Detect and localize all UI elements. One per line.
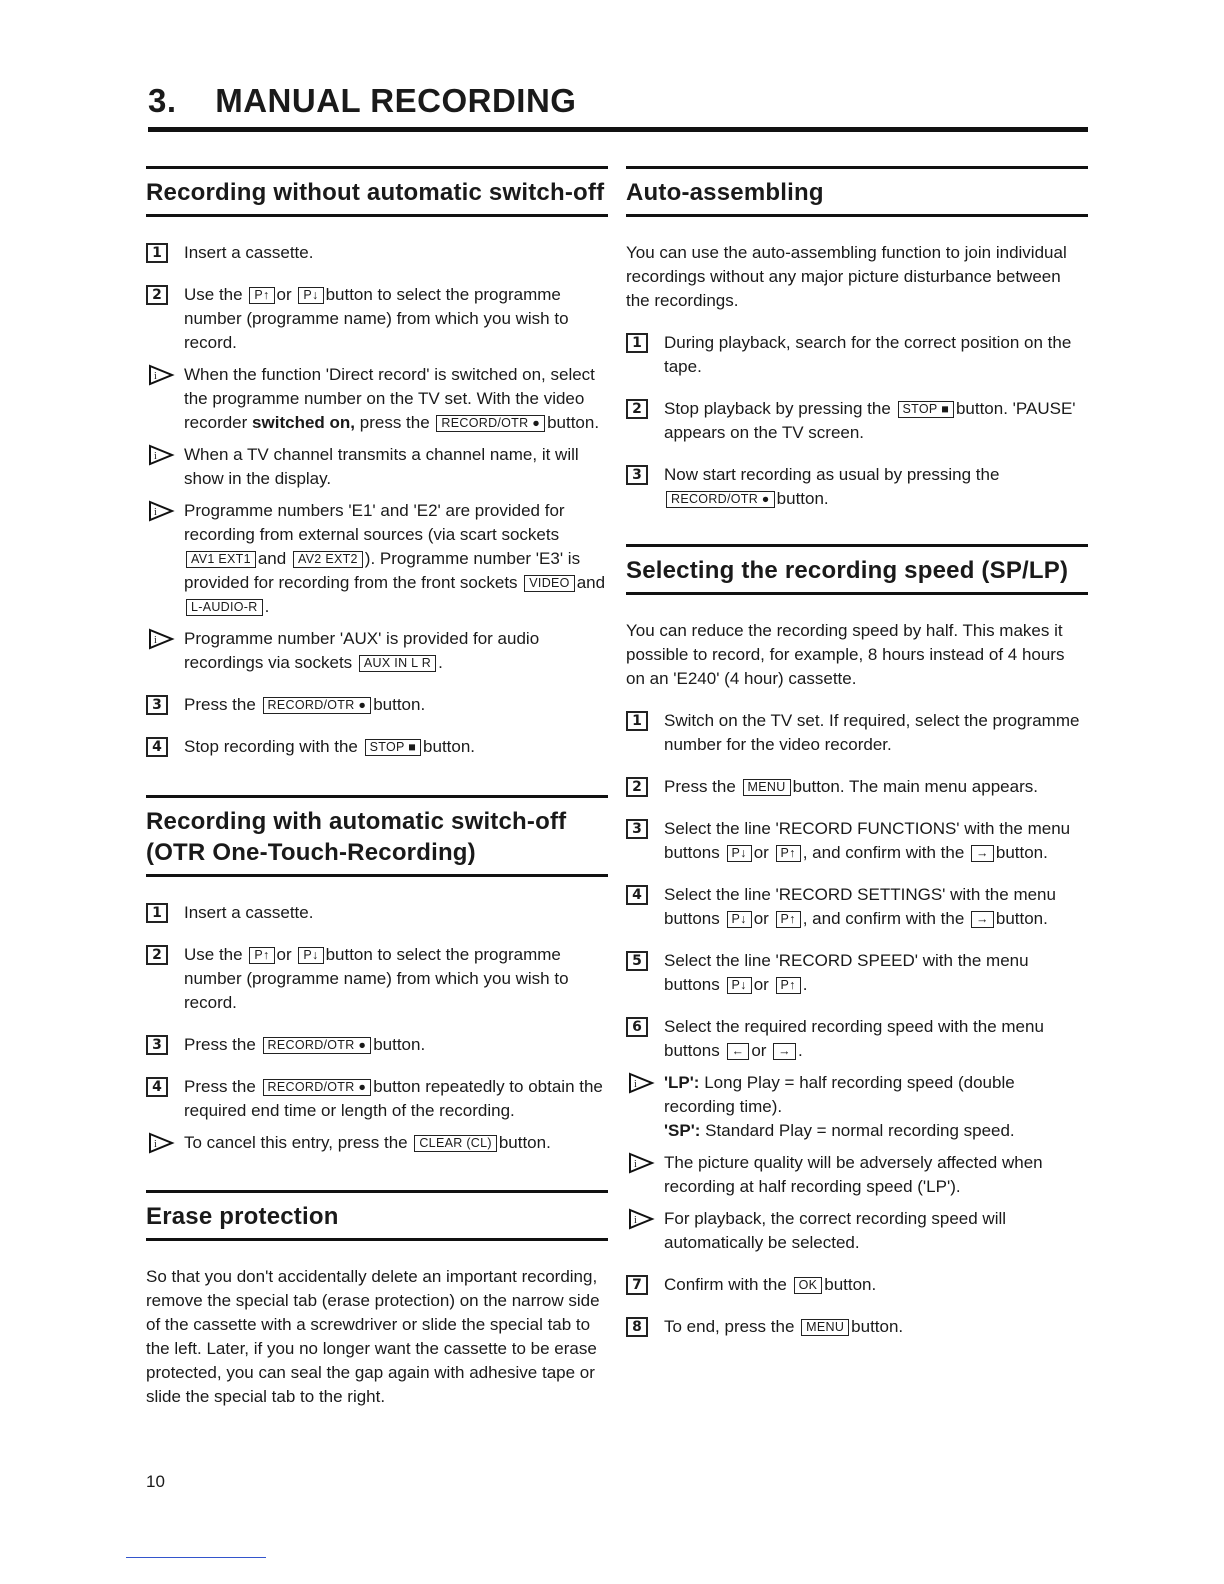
tip-note (626, 1071, 1088, 1143)
arrow-right-key: → (773, 1043, 796, 1060)
svg-text:i: i (634, 1215, 637, 1226)
section-erase-protection (146, 1190, 608, 1409)
step-item (626, 817, 1088, 865)
programme-up-key: P↑ (776, 977, 801, 994)
step-number: 2 (146, 945, 168, 965)
section-recording-with-switch-off (146, 795, 608, 1155)
tip-text: When a TV channel transmits a channel name, it will show in the display. (184, 445, 579, 488)
tip-arrow-icon (146, 1132, 176, 1154)
step-text: Stop playback by pressing the STOP ■ button. 'PAUSE' appears on the TV screen. (664, 399, 1076, 442)
step-text: Select the required recording speed with the menu buttons ← or → . (664, 1017, 1044, 1060)
step-number: 6 (626, 1017, 648, 1037)
step-text: Now start recording as usual by pressing the RECORD/OTR ● button. (664, 465, 1000, 508)
step-number: 1 (626, 711, 648, 731)
step-text: Select the line 'RECORD SETTINGS' with the menu buttons P↓ or P↑ , and confirm with the → button. (664, 885, 1056, 928)
step-number: 3 (626, 465, 648, 485)
menu-key: MENU (743, 779, 791, 796)
step-item (146, 241, 608, 265)
step-text: Press the RECORD/OTR ● button. (184, 695, 426, 714)
av1-ext1-socket: AV1 EXT1 (186, 551, 256, 568)
arrow-right-key: → (971, 911, 994, 928)
svg-text:i: i (154, 507, 157, 518)
step-text: Press the RECORD/OTR ● button repeatedly to obtain the required end time or length of the recording. (184, 1077, 603, 1120)
page-title (148, 82, 576, 120)
record-otr-key: RECORD/OTR ● (263, 697, 372, 714)
step-number: 3 (146, 695, 168, 715)
tip-arrow-icon (626, 1208, 656, 1230)
step-item (626, 775, 1088, 799)
ok-key: OK (794, 1277, 823, 1294)
tip-note (146, 627, 608, 675)
record-otr-key: RECORD/OTR ● (436, 415, 545, 432)
step-number: 1 (146, 243, 168, 263)
tip-note (626, 1207, 1088, 1255)
step-text: Use the P↑ or P↓ button to select the programme number (programme name) from which you wish to record. (184, 285, 569, 352)
tip-arrow-icon (626, 1152, 656, 1174)
programme-up-key: P↑ (249, 287, 274, 304)
step-number: 2 (146, 285, 168, 305)
page-number: 10 (146, 1472, 165, 1491)
tip-arrow-icon (626, 1072, 656, 1094)
step-text: Select the line 'RECORD SPEED' with the menu buttons P↓ or P↑ . (664, 951, 1029, 994)
programme-down-key: P↓ (298, 947, 323, 964)
stop-key: STOP ■ (898, 401, 954, 418)
step-item (146, 283, 608, 355)
programme-up-key: P↑ (776, 845, 801, 862)
stop-key: STOP ■ (365, 739, 421, 756)
step-number: 3 (146, 1035, 168, 1055)
tip-text: Programme number 'AUX' is provided for audio recordings via sockets AUX IN L R . (184, 629, 540, 672)
step-item (146, 943, 608, 1015)
tip-arrow-icon (146, 444, 176, 466)
av2-ext2-socket: AV2 EXT2 (293, 551, 363, 568)
title-rule (148, 127, 1088, 132)
step-text: Use the P↑ or P↓ button to select the programme number (programme name) from which you wish to record. (184, 945, 569, 1012)
step-text: Stop recording with the STOP ■ button. (184, 737, 476, 756)
l-audio-r-socket: L-AUDIO-R (186, 599, 263, 616)
arrow-right-key: → (971, 845, 994, 862)
step-number: 1 (146, 903, 168, 923)
section-recording-speed (626, 544, 1088, 1339)
step-number: 1 (626, 333, 648, 353)
tip-text: Programme numbers 'E1' and 'E2' are provided for recording from external sources (via scart sockets AV1 EXT1 and AV2 EXT2 ). Programme number 'E3' is provided for recording from the front sockets VIDEO and L-AUDIO-R . (184, 501, 606, 616)
step-number: 4 (146, 1077, 168, 1097)
chapter-number: 3. (148, 82, 177, 119)
programme-down-key: P↓ (727, 911, 752, 928)
svg-text:i: i (154, 635, 157, 646)
section-title-line1: Recording with automatic switch-off (146, 808, 567, 835)
section-title: Auto-assembling (626, 179, 824, 206)
step-item (626, 1315, 1088, 1339)
svg-text:i: i (154, 451, 157, 462)
tip-arrow-icon (146, 500, 176, 522)
step-item (626, 709, 1088, 757)
step-text: Select the line 'RECORD FUNCTIONS' with the menu buttons P↓ or P↑ , and confirm with the → button. (664, 819, 1071, 862)
tip-note (626, 1151, 1088, 1199)
tip-note (146, 499, 608, 619)
step-text: Confirm with the OK button. (664, 1275, 877, 1294)
record-otr-key: RECORD/OTR ● (666, 491, 775, 508)
step-item (146, 901, 608, 925)
step-text: During playback, search for the correct position on the tape. (664, 333, 1072, 376)
section-header (626, 166, 1088, 217)
step-number: 5 (626, 951, 648, 971)
step-item (146, 693, 608, 717)
arrow-left-key: ← (727, 1043, 750, 1060)
step-item (146, 1033, 608, 1057)
step-item (626, 463, 1088, 511)
svg-text:i: i (634, 1159, 637, 1170)
record-otr-key: RECORD/OTR ● (263, 1037, 372, 1054)
section-title: Erase protection (146, 1203, 339, 1230)
section-title: Recording without automatic switch-off (146, 179, 605, 206)
step-number: 7 (626, 1275, 648, 1295)
section-auto-assembling (626, 166, 1088, 511)
aux-in-socket: AUX IN L R (359, 655, 436, 672)
programme-down-key: P↓ (727, 845, 752, 862)
step-item (626, 1015, 1088, 1063)
tip-text: When the function 'Direct record' is switched on, select the programme number on the TV set. With the video recorder switched on, press the RECORD/OTR ● button. (184, 365, 600, 432)
step-text: Press the MENU button. The main menu appears. (664, 777, 1038, 796)
step-number: 8 (626, 1317, 648, 1337)
step-item (146, 1075, 608, 1123)
tip-note (146, 1131, 608, 1155)
programme-down-key: P↓ (298, 287, 323, 304)
step-number: 2 (626, 399, 648, 419)
section-header (146, 795, 608, 877)
menu-key: MENU (801, 1319, 849, 1336)
step-text: Insert a cassette. (184, 243, 314, 262)
record-otr-key: RECORD/OTR ● (263, 1079, 372, 1096)
section-header (146, 1190, 608, 1241)
step-item (626, 397, 1088, 445)
step-number: 4 (626, 885, 648, 905)
step-number: 3 (626, 819, 648, 839)
svg-text:i: i (634, 1079, 637, 1090)
tip-note (146, 443, 608, 491)
section-intro: You can reduce the recording speed by half. This makes it possible to record, for example, 8 hours instead of 4 hours on an 'E240' (4 hour) cassette. (626, 621, 1065, 688)
step-item (626, 883, 1088, 931)
footer-line (126, 1557, 266, 1558)
programme-up-key: P↑ (249, 947, 274, 964)
step-number: 4 (146, 737, 168, 757)
programme-up-key: P↑ (776, 911, 801, 928)
tip-text: To cancel this entry, press the CLEAR (CL) button. (184, 1133, 551, 1152)
section-title-line2: (OTR One-Touch-Recording) (146, 839, 476, 866)
section-text: So that you don't accidentally delete an important recording, remove the special tab (erase protection) on the narrow side of the cassette with a screwdriver or slide the special tab to the left. Later, if you no longer want the cassette to be erase protected, you can seal the gap again with adhesive tape or slide the special tab to the right. (146, 1267, 600, 1406)
tip-text: For playback, the correct recording speed will automatically be selected. (664, 1209, 1007, 1252)
step-number: 2 (626, 777, 648, 797)
video-socket: VIDEO (524, 575, 574, 592)
section-header (146, 166, 608, 217)
clear-key: CLEAR (CL) (414, 1135, 496, 1152)
tip-arrow-icon (146, 364, 176, 386)
step-item (626, 331, 1088, 379)
svg-text:i: i (154, 371, 157, 382)
tip-text: 'LP': Long Play = half recording speed (double recording time). 'SP': Standard Play = normal recording speed. (664, 1073, 1015, 1140)
svg-text:i: i (154, 1139, 157, 1150)
step-item (626, 1273, 1088, 1297)
step-text: Switch on the TV set. If required, select the programme number for the video recorder. (664, 711, 1080, 754)
step-text: Insert a cassette. (184, 903, 314, 922)
programme-down-key: P↓ (727, 977, 752, 994)
tip-arrow-icon (146, 628, 176, 650)
section-intro: You can use the auto-assembling function to join individual recordings without any major picture disturbance between the recordings. (626, 243, 1067, 310)
section-header (626, 544, 1088, 595)
chapter-title: MANUAL RECORDING (215, 82, 577, 119)
tip-note (146, 363, 608, 435)
section-title: Selecting the recording speed (SP/LP) (626, 557, 1069, 584)
step-text: Press the RECORD/OTR ● button. (184, 1035, 426, 1054)
tip-text: The picture quality will be adversely affected when recording at half recording speed ('LP'). (664, 1153, 1043, 1196)
section-recording-without-switch-off (146, 166, 608, 759)
step-text: To end, press the MENU button. (664, 1317, 904, 1336)
step-item (146, 735, 608, 759)
step-item (626, 949, 1088, 997)
